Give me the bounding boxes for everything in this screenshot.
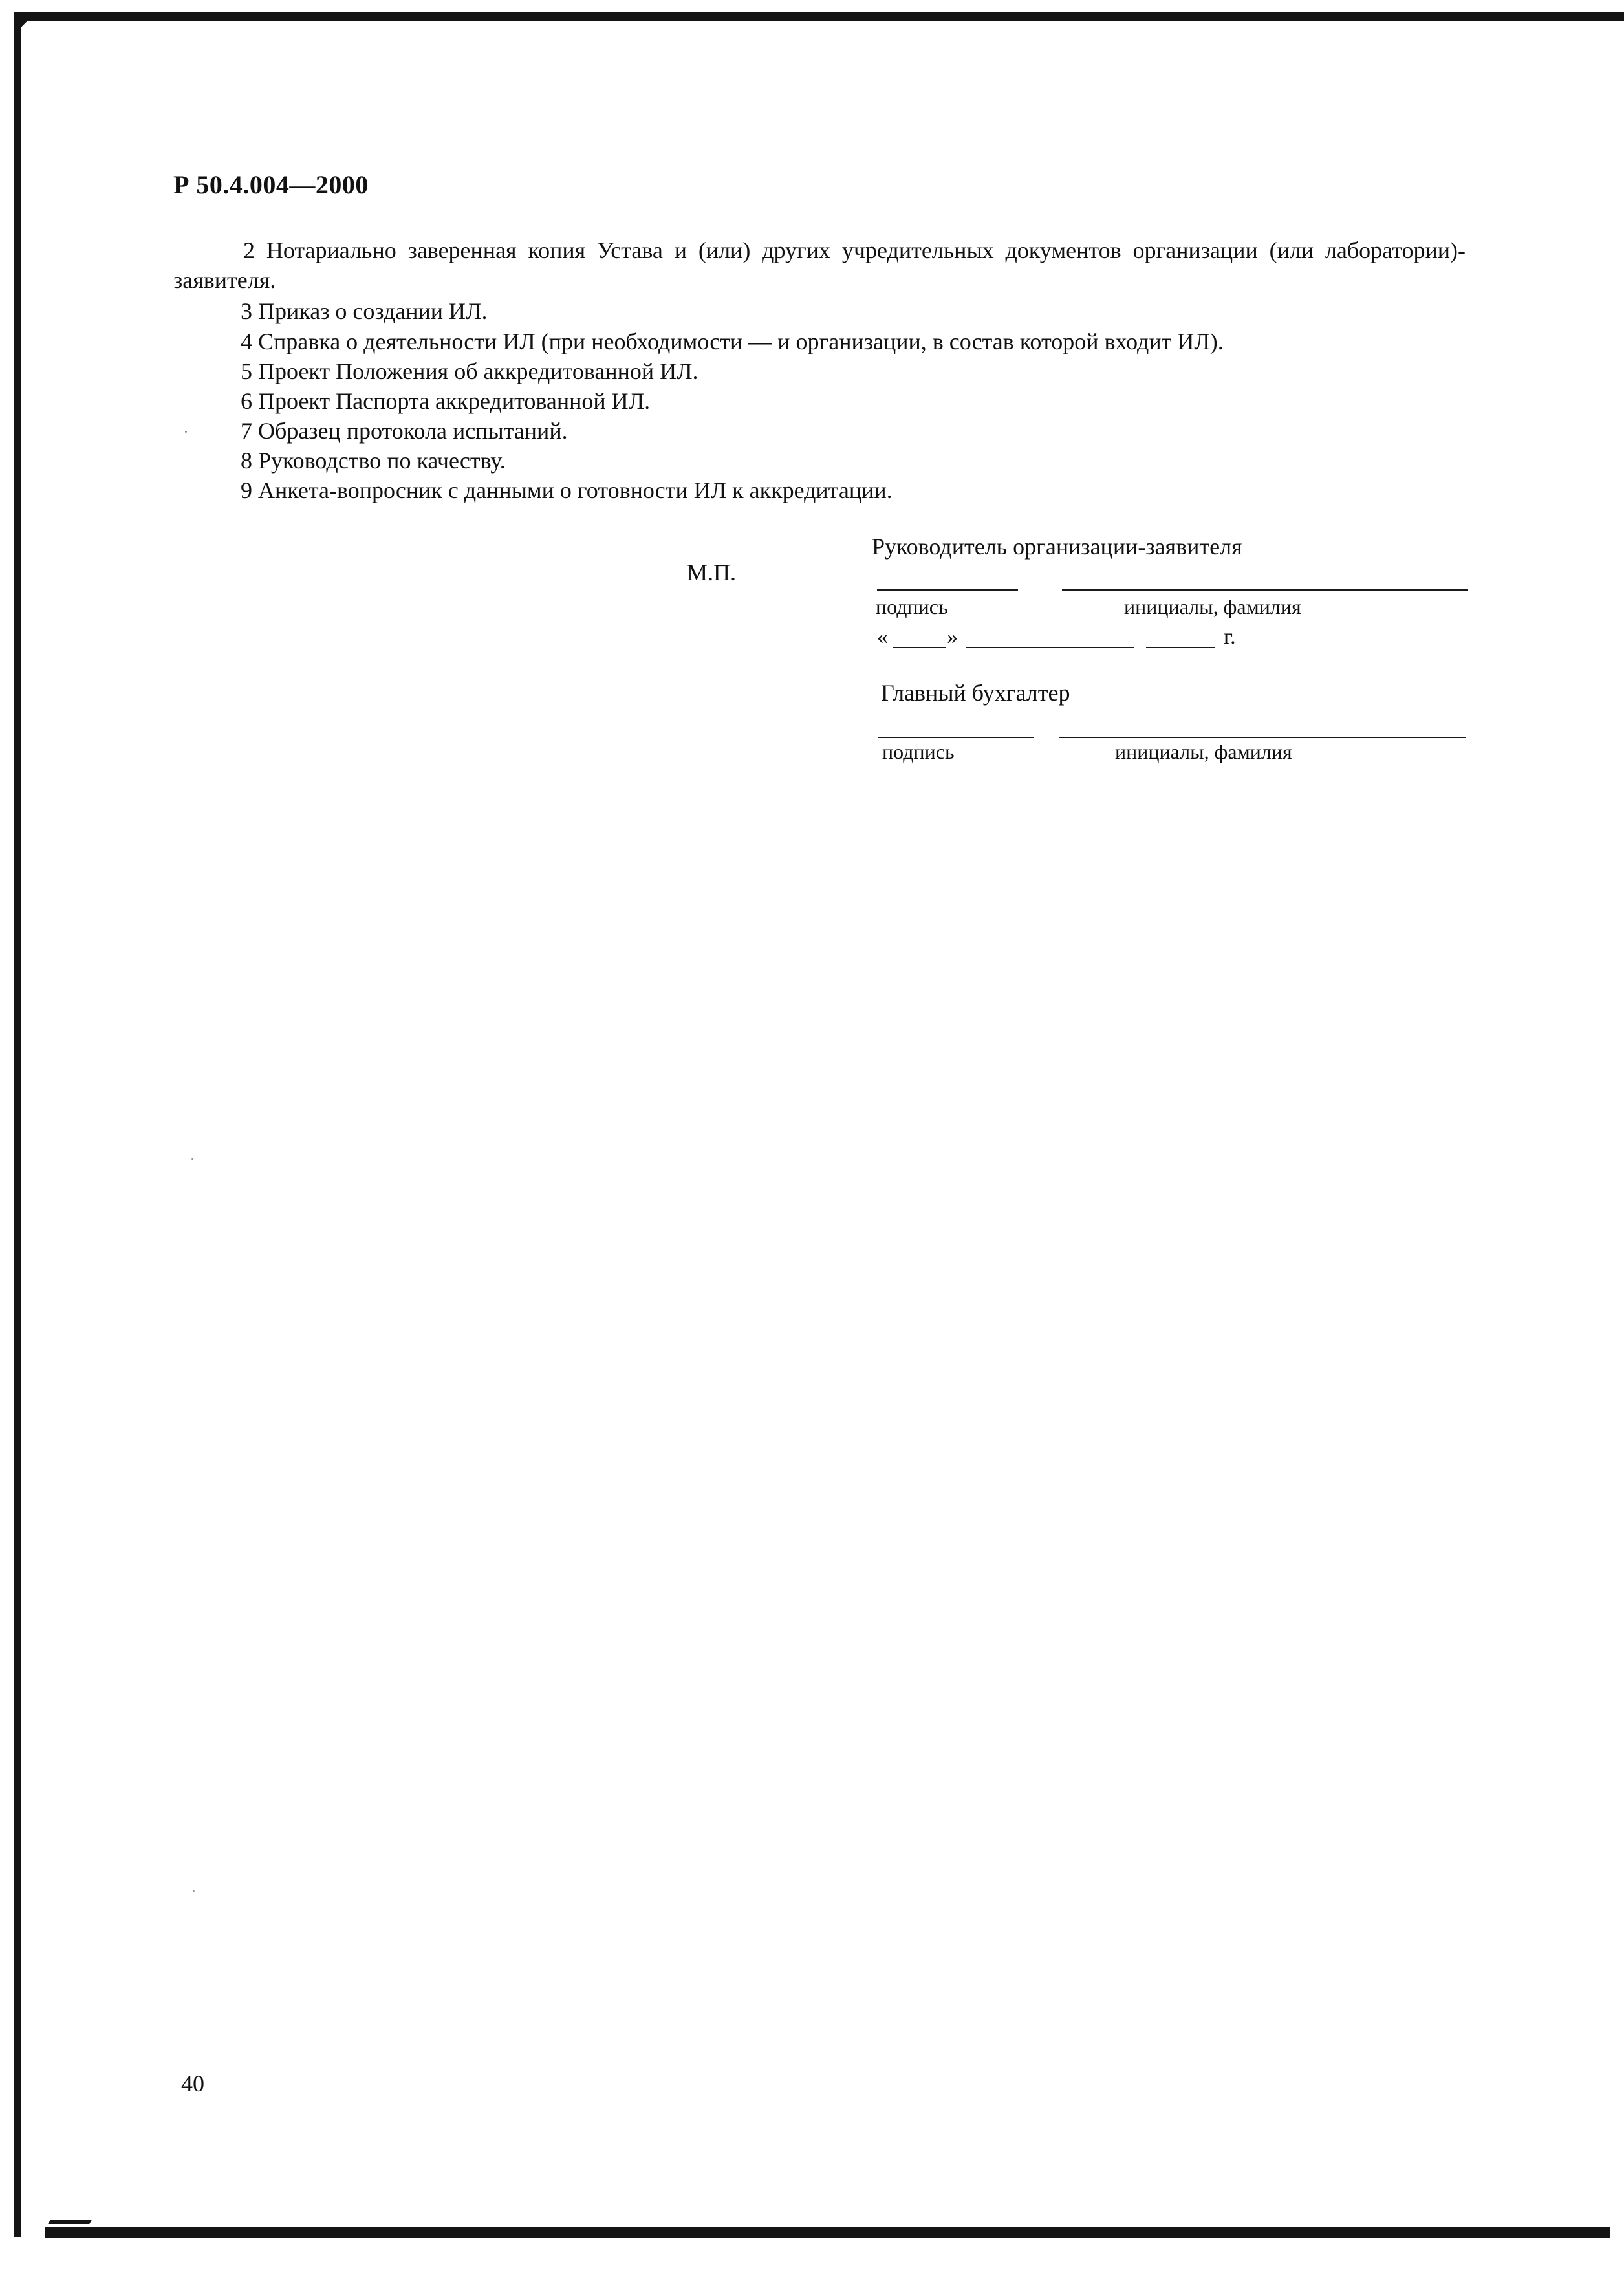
list-item-2: 2 Нотариально заверенная копия Устава и (или) других учредительных документов организации (или лаборатории)-заявителя. xyxy=(173,237,1466,293)
date-year-suffix: г. xyxy=(1224,625,1236,649)
list-item-3: 3 Приказ о создании ИЛ. xyxy=(241,298,488,324)
accountant-name-caption: инициалы, фамилия xyxy=(1115,740,1292,763)
scan-speck xyxy=(193,1890,195,1892)
date-close-quote: » xyxy=(947,625,958,649)
scan-speck xyxy=(191,1158,193,1160)
head-signature-caption: подпись xyxy=(876,595,948,618)
date-day-line xyxy=(893,647,946,648)
date-open-quote: « xyxy=(877,625,888,649)
accountant-name-line xyxy=(1059,737,1466,738)
head-signature-line xyxy=(877,589,1018,591)
list-item-8: 8 Руководство по качеству. xyxy=(241,448,506,474)
scan-border-left xyxy=(14,12,21,2237)
head-signature-title: Руководитель организации-заявителя xyxy=(872,534,1242,560)
page-number: 40 xyxy=(181,2071,204,2097)
document-code: Р 50.4.004—2000 xyxy=(173,170,369,199)
scan-border-bottom xyxy=(45,2227,1610,2238)
head-name-line xyxy=(1062,589,1468,591)
date-month-line xyxy=(966,647,1134,648)
date-year-line xyxy=(1146,647,1215,648)
accountant-signature-line xyxy=(878,737,1034,738)
list-item-6: 6 Проект Паспорта аккредитованной ИЛ. xyxy=(241,388,651,414)
list-item-5: 5 Проект Положения об аккредитованной ИЛ. xyxy=(241,358,698,384)
list-item-4: 4 Справка о деятельности ИЛ (при необходимости — и организации, в состав которой входит ИЛ). xyxy=(241,329,1224,354)
scan-bottom-mark xyxy=(48,2220,91,2224)
stamp-placeholder: М.П. xyxy=(687,560,737,585)
scan-speck xyxy=(185,431,187,433)
list-item-9: 9 Анкета-вопросник с данными о готовности ИЛ к аккредитации. xyxy=(241,477,893,503)
accountant-signature-caption: подпись xyxy=(882,740,955,763)
scan-corner-mark xyxy=(17,14,32,30)
list-item-7: 7 Образец протокола испытаний. xyxy=(241,418,568,444)
accountant-signature-title: Главный бухгалтер xyxy=(881,680,1070,706)
head-name-caption: инициалы, фамилия xyxy=(1124,595,1301,618)
scan-border-top xyxy=(17,12,1624,21)
